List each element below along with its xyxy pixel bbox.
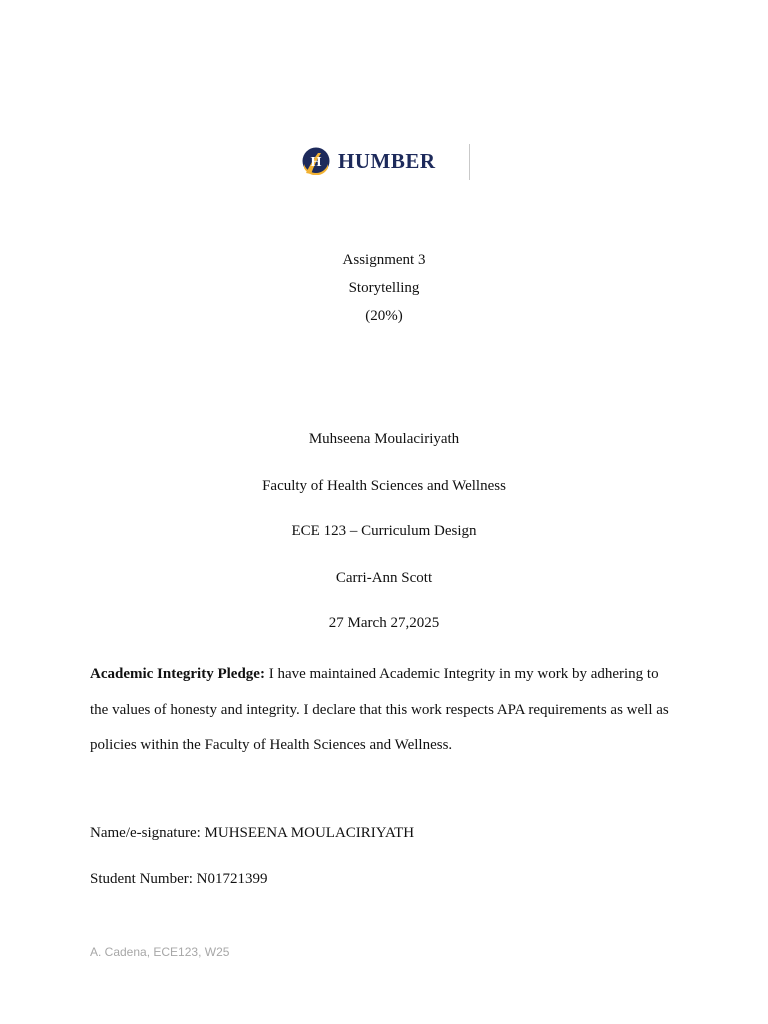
student-number-line: Student Number: N01721399 bbox=[90, 871, 268, 887]
humber-logo bbox=[302, 144, 472, 180]
emblem-letter: H bbox=[310, 155, 322, 170]
assignment-title: Assignment 3 bbox=[342, 252, 426, 268]
e-signature-line: Name/e-signature: MUHSEENA MOULACIRIYATH bbox=[90, 825, 415, 841]
humber-emblem-icon bbox=[302, 147, 330, 175]
pledge-text: I have maintained Academic Integrity in my work by adhering to the values of honesty and integrity. I declare that this work respects APA requirements as well as policies within the Faculty of Health Sciences and Wellness. bbox=[90, 666, 669, 753]
academic-integrity-pledge bbox=[90, 657, 680, 764]
submission-date: 27 March 27,2025 bbox=[328, 615, 440, 631]
logo-wordmark: HUMBER bbox=[338, 149, 436, 173]
page-footer: A. Cadena, ECE123, W25 bbox=[90, 945, 230, 959]
assignment-weight: (20%) bbox=[365, 308, 403, 324]
faculty-name: Faculty of Health Sciences and Wellness bbox=[262, 478, 506, 494]
course-name: ECE 123 – Curriculum Design bbox=[291, 523, 477, 539]
student-name: Muhseena Moulaciriyath bbox=[308, 431, 460, 447]
instructor-name: Carri-Ann Scott bbox=[335, 570, 433, 586]
logo-divider bbox=[469, 144, 470, 180]
assignment-topic: Storytelling bbox=[348, 280, 420, 296]
pledge-label: Academic Integrity Pledge: bbox=[90, 666, 265, 682]
